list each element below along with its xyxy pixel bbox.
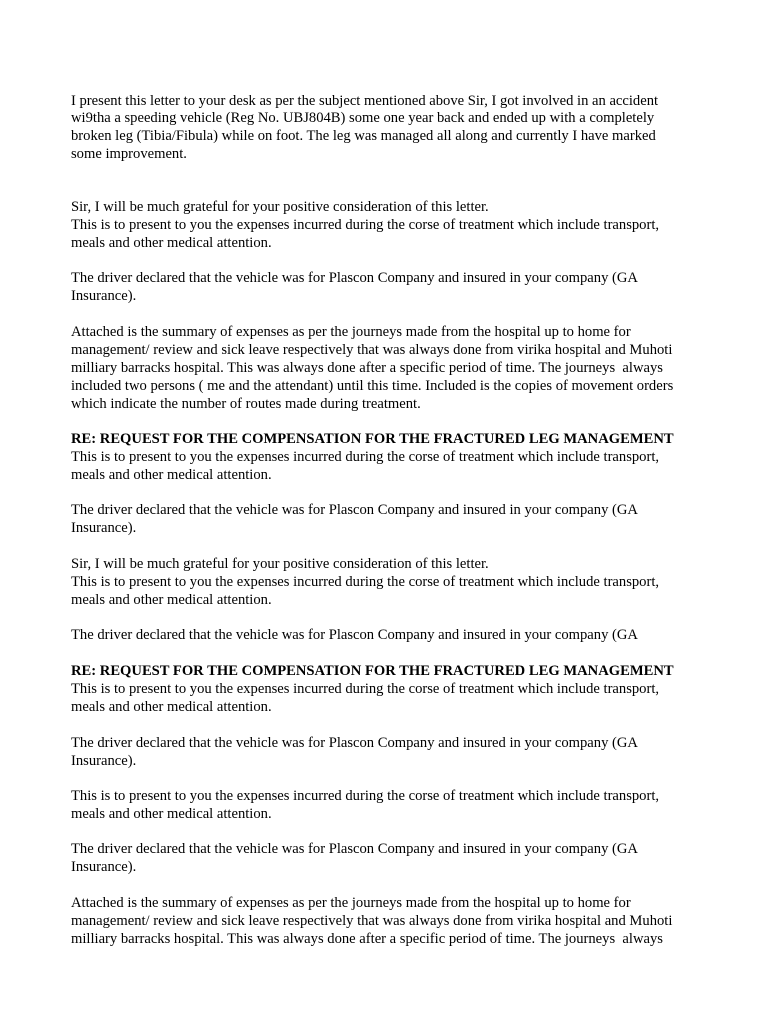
paragraph-line: This is to present to you the expenses incurred during the corse of treatment which include transport, (71, 574, 660, 590)
paragraph-line: meals and other medical attention. (71, 592, 272, 608)
paragraph-line: Attached is the summary of expenses as per the journeys made from the hospital up to home for (71, 324, 631, 340)
subject-heading: RE: REQUEST FOR THE COMPENSATION FOR THE FRACTURED LEG MANAGEMENT (71, 431, 674, 447)
paragraph-line: which indicate the number of routes made during treatment. (71, 396, 421, 412)
paragraph-line: meals and other medical attention. (71, 806, 272, 822)
paragraph-line: included two persons ( me and the attendant) until this time. Included is the copies of movement orders (71, 378, 674, 394)
paragraph-line: Insurance). (71, 753, 137, 769)
paragraph-line: some improvement. (71, 146, 187, 162)
paragraph-line: milliary barracks hospital. This was always done after a specific period of time. The journeys always (71, 931, 663, 947)
paragraph-line: wi9tha a speeding vehicle (Reg No. UBJ804B) some one year back and ended up with a completely (71, 110, 655, 126)
paragraph-line: management/ review and sick leave respectively that was always done from virika hospital and Muhoti (71, 342, 673, 358)
paragraph-line: Insurance). (71, 859, 137, 875)
paragraph-line: The driver declared that the vehicle was for Plascon Company and insured in your company (GA (71, 735, 638, 751)
paragraph-line: management/ review and sick leave respectively that was always done from virika hospital and Muhoti (71, 913, 673, 929)
paragraph-line: The driver declared that the vehicle was for Plascon Company and insured in your company (GA (71, 627, 638, 643)
paragraph-line: Sir, I will be much grateful for your positive consideration of this letter. (71, 199, 489, 215)
paragraph-line: The driver declared that the vehicle was for Plascon Company and insured in your company (GA (71, 270, 638, 286)
paragraph-line: meals and other medical attention. (71, 235, 272, 251)
paragraph-line: The driver declared that the vehicle was for Plascon Company and insured in your company (GA (71, 841, 638, 857)
subject-heading: RE: REQUEST FOR THE COMPENSATION FOR THE FRACTURED LEG MANAGEMENT (71, 663, 674, 679)
paragraph-line: Insurance). (71, 288, 137, 304)
paragraph-line: Sir, I will be much grateful for your positive consideration of this letter. (71, 556, 489, 572)
paragraph-line: milliary barracks hospital. This was always done after a specific period of time. The journeys always (71, 360, 663, 376)
paragraph-line: This is to present to you the expenses incurred during the corse of treatment which include transport, (71, 788, 660, 804)
paragraph-line: broken leg (Tibia/Fibula) while on foot. The leg was managed all along and currently I have marked (71, 128, 656, 144)
paragraph-line: This is to present to you the expenses incurred during the corse of treatment which include transport, (71, 681, 660, 697)
paragraph-line: The driver declared that the vehicle was for Plascon Company and insured in your company (GA (71, 502, 638, 518)
paragraph-line: This is to present to you the expenses incurred during the corse of treatment which include transport, (71, 449, 660, 465)
paragraph-line: This is to present to you the expenses incurred during the corse of treatment which include transport, (71, 217, 660, 233)
paragraph-line: meals and other medical attention. (71, 467, 272, 483)
paragraph-line: Attached is the summary of expenses as per the journeys made from the hospital up to home for (71, 895, 631, 911)
paragraph-line: I present this letter to your desk as per the subject mentioned above Sir, I got involved in an accident (71, 93, 659, 109)
paragraph-line: meals and other medical attention. (71, 699, 272, 715)
paragraph-line: Insurance). (71, 520, 137, 536)
